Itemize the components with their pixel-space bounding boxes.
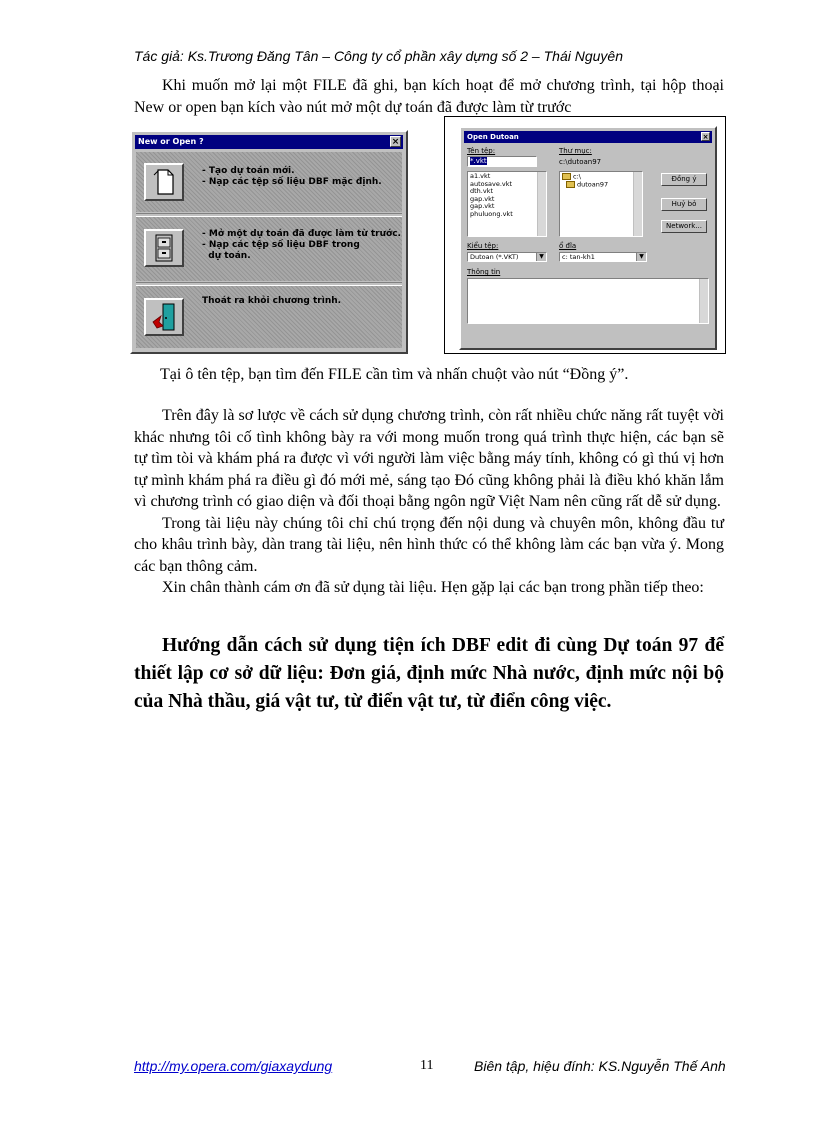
cancel-button[interactable]: Huỷ bỏ: [661, 198, 707, 211]
open-document-button[interactable]: [144, 229, 184, 267]
intro-paragraph: Khi muốn mở lại một FILE đã ghi, bạn kích hoạt để mở chương trình, tại hộp thoại New or open bạn kích vào nút mở một dự toán đã được làm từ trước: [134, 77, 724, 116]
file-list[interactable]: [467, 171, 547, 237]
footer-editor: Biên tập, hiệu đính: KS.Nguyễn Thế Anh: [474, 1058, 726, 1074]
file-name-input[interactable]: [467, 156, 537, 167]
file-type-label: Kiểu tệp:: [467, 242, 499, 250]
folder-item[interactable]: [562, 181, 640, 189]
drive-value: c: tan-kh1: [562, 253, 595, 261]
exit-door-icon: [146, 300, 182, 334]
drive-label: ổ đĩa: [559, 242, 577, 250]
body-paragraph: Xin chân thành cám ơn đã sử dụng tài liệu. Hẹn gặp lại các bạn trong phần tiếp theo:: [162, 579, 704, 596]
close-icon[interactable]: ×: [391, 137, 400, 147]
folder-item-label: dutoan97: [577, 180, 609, 189]
page-number: 11: [420, 1058, 434, 1073]
file-item[interactable]: autosave.vkt: [470, 179, 513, 188]
folder-item-label: c:\: [573, 172, 581, 181]
open-dutoan-title: Open Dutoan: [467, 133, 519, 141]
new-or-open-dialog: [130, 130, 408, 354]
info-box: [467, 278, 709, 324]
option-panel-exit[interactable]: [136, 286, 402, 348]
body-paragraph: Trong tài liệu này chúng tôi chỉ chú trọng đến nội dung và chuyên môn, không đầu tư cho khâu trình bày, dàn trang tài liệu, nên hình thức có thể không làm các bạn vừa ý. Mong các bạn thông cảm.: [134, 514, 724, 575]
file-type-value: Dutoan (*.VKT): [470, 253, 519, 261]
folder-list[interactable]: [559, 171, 643, 237]
section-heading: Hướng dẫn cách sử dụng tiện ích DBF edit đi cùng Dự toán 97 để thiết lập cơ sở dữ liệu: Đơn giá, định mức Nhà nước, định mức nội bộ của Nhà thầu, giá vật tư, từ điển vật tư, từ điển công việc.: [134, 635, 724, 712]
info-scrollbar[interactable]: [699, 279, 708, 323]
new-document-button[interactable]: [144, 163, 184, 201]
ok-button[interactable]: Đồng ý: [661, 173, 707, 186]
open-dutoan-dialog: [459, 126, 717, 350]
chevron-down-icon[interactable]: ▼: [636, 253, 646, 261]
folder-icon: [566, 181, 575, 188]
page-header: Tác giả: Ks.Trương Đăng Tân – Công ty cổ phần xây dựng số 2 – Thái Nguyên: [134, 48, 623, 64]
body-text: [134, 405, 724, 599]
new-or-open-title: New or Open ?: [138, 137, 204, 146]
option-exit-text: Thoát ra khỏi chương trình.: [202, 296, 342, 306]
chevron-down-icon[interactable]: ▼: [536, 253, 546, 261]
option-new-text: - Tạo dự toán mới. - Nạp các tệp số liệu DBF mặc định.: [202, 166, 382, 187]
file-item[interactable]: a1.vkt: [470, 172, 491, 180]
option-panel-new[interactable]: [136, 152, 402, 212]
file-type-select[interactable]: [467, 252, 547, 262]
file-name-value: *.vkt: [470, 157, 487, 165]
folder-icon: [562, 173, 571, 180]
info-label: Thông tin: [467, 268, 501, 276]
footer-link[interactable]: http://my.opera.com/giaxaydung: [134, 1058, 333, 1074]
file-item[interactable]: gap.vkt: [470, 194, 495, 203]
folder-list-scrollbar[interactable]: [633, 172, 642, 236]
file-item[interactable]: dth.vkt: [470, 187, 494, 196]
file-name-label: Tên tệp:: [467, 147, 496, 155]
new-or-open-titlebar: [135, 135, 403, 149]
file-item[interactable]: gap.vkt: [470, 202, 495, 211]
file-item[interactable]: phuluong.vkt: [470, 209, 513, 218]
close-icon[interactable]: ×: [702, 133, 709, 141]
open-dutoan-titlebar: [464, 131, 712, 143]
drive-select[interactable]: [559, 252, 647, 262]
open-dialog-frame: [444, 116, 726, 354]
document-icon: [146, 165, 182, 199]
option-panel-open[interactable]: [136, 217, 402, 281]
directory-value: c:\dutoan97: [559, 158, 602, 166]
option-open-text: - Mở một dự toán đã được làm từ trước. - Nạp các tệp số liệu DBF trong dự toán.: [202, 229, 401, 261]
network-button[interactable]: Network...: [661, 220, 707, 233]
file-list-scrollbar[interactable]: [537, 172, 546, 236]
body-paragraph: Trên đây là sơ lược về cách sử dụng chương trình, còn rất nhiều chức năng rất tuyệt vời khác nhưng tôi cố tình không bày ra với mong muốn trong quá trình thực hiện, các bạn sẽ tự tìm tòi và khám phá ra được vì với người làm việc bằng máy tính, không có gì thú vị hơn tự mình khám phá ra điều gì đó mới mẻ, sáng tạo Đó cũng không phải là điều khó khăn lắm vì chương trình có giao diện và đối thoại bằng ngôn ngữ Việt Nam nên cũng rất dễ sử dụng.: [134, 407, 724, 510]
exit-button[interactable]: [144, 298, 184, 336]
directory-label: Thư mục:: [559, 147, 592, 155]
cabinet-icon: [146, 231, 182, 265]
figure-caption: Tại ô tên tệp, bạn tìm đến FILE cần tìm và nhấn chuột vào nút “Đồng ý”.: [160, 366, 629, 383]
